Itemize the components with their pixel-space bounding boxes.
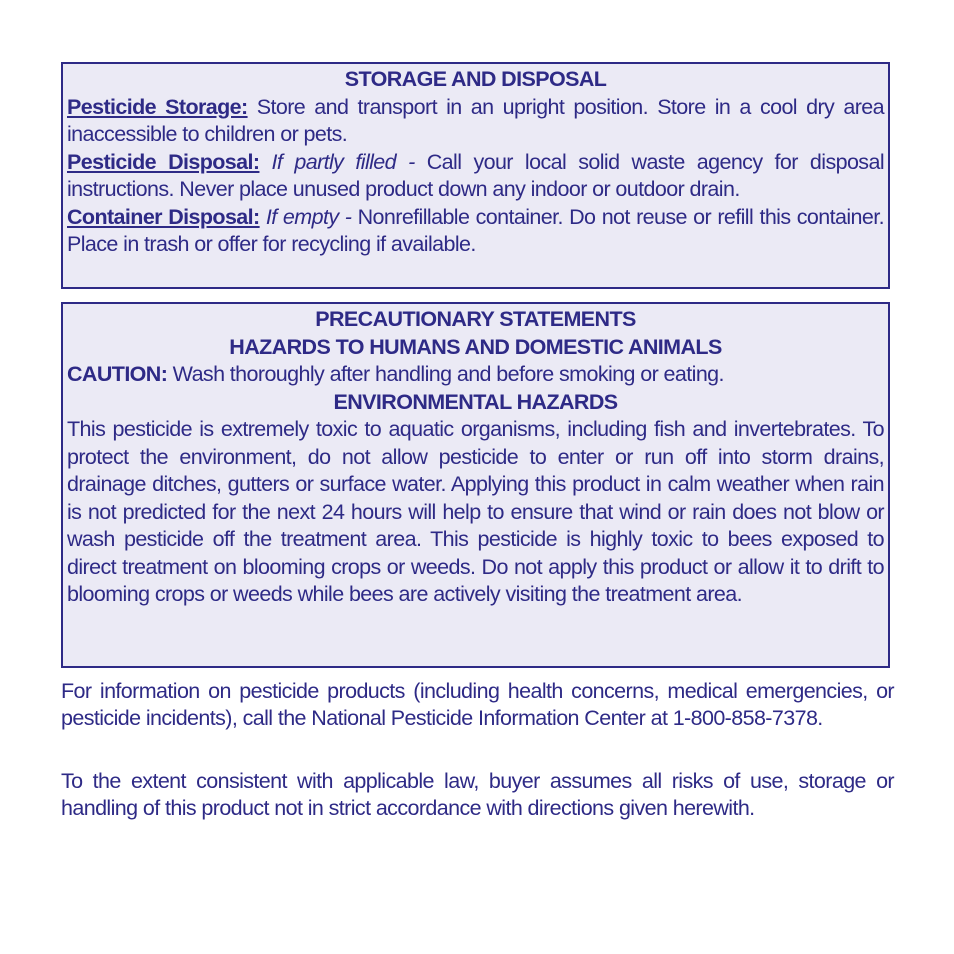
liability-paragraph: To the extent consistent with applicable law, buyer assumes all risks of use, storage or handling of this product not in strict accordance with directions given herewith. [61,769,894,820]
pesticide-storage-label: Pesticide Storage: [67,94,248,119]
container-disposal-condition: If empty - [265,204,352,229]
precautionary-statements-box [61,302,890,668]
pesticide-storage-text: Store and transport in an upright position. Store in a cool dry area inaccessible to children or pets. [67,94,884,146]
caution-label: CAUTION: [67,362,168,386]
environmental-hazards-heading: ENVIRONMENTAL HAZARDS [333,389,618,414]
pesticide-disposal-condition: If partly filled - [271,149,415,174]
container-disposal-paragraph [67,204,884,259]
container-disposal-label: Container Disposal: [67,204,260,229]
pesticide-storage-paragraph [67,94,884,149]
pesticide-disposal-paragraph [67,149,884,204]
storage-and-disposal-box [61,62,890,289]
precautionary-heading: PRECAUTIONARY STATEMENTS [315,307,636,331]
environmental-hazards-text: This pesticide is extremely toxic to aquatic organisms, including fish and invertebrates. To protect the environment, do not allow pesticide to enter or run off into storm drains, drainage ditches, gutters or surface water. Applying this product in calm weather when rain is not predicted for the next 24 hours will help to ensure that wind or rain does not blow or wash pesticide off the treatment area. This pesticide is highly toxic to bees exposed to direct treatment on blooming crops or weeds. Do not apply this product or allow it to drift to blooming crops or weeds while bees are actively visiting the treatment area. [67,417,884,606]
container-disposal-text: Nonrefillable container. Do not reuse or refill this container. Place in trash or offer for recycling if available. [67,204,885,256]
caution-paragraph [67,361,884,389]
hazards-humans-heading: HAZARDS TO HUMANS AND DOMESTIC ANIMALS [229,334,722,359]
storage-heading: STORAGE AND DISPOSAL [344,67,607,91]
pesticide-disposal-label: Pesticide Disposal: [67,149,260,174]
pesticide-disposal-text: Call your local solid waste agency for disposal instructions. Never place unused product down any indoor or outdoor drain. [67,149,884,201]
pesticide-information-paragraph: For information on pesticide products (including health concerns, medical emergencies, or pesticide incidents), call the National Pesticide Information Center at 1-800-858-7378. [61,679,894,730]
caution-text: Wash thoroughly after handling and before smoking or eating. [172,362,724,386]
